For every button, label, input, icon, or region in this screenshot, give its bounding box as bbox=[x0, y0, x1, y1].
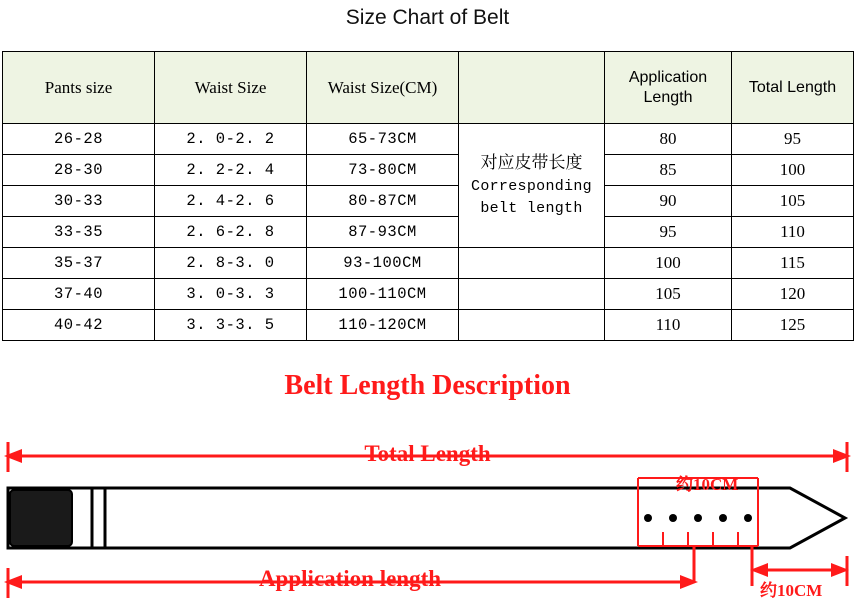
column-header-waist-size: Waist Size bbox=[155, 52, 307, 124]
cell-pants-size: 28-30 bbox=[3, 155, 155, 186]
cell-waist-size-cm: 80-87CM bbox=[307, 186, 459, 217]
table-header-row bbox=[3, 52, 854, 124]
header-app-line2: Length bbox=[643, 88, 693, 106]
belt-keeper-loop bbox=[92, 488, 105, 548]
cell-waist-size-cm: 110-120CM bbox=[307, 310, 459, 341]
buckle-icon bbox=[10, 490, 72, 546]
cell-application-length: 95 bbox=[605, 217, 732, 248]
cell-application-length: 110 bbox=[605, 310, 732, 341]
tip-region-label: 约10CM bbox=[760, 581, 823, 600]
cell-pants-size: 37-40 bbox=[3, 279, 155, 310]
cell-pants-size: 30-33 bbox=[3, 186, 155, 217]
cell-waist-size: 2. 6-2. 8 bbox=[155, 217, 307, 248]
holes-region-label: 约10CM bbox=[676, 475, 739, 494]
table-row bbox=[3, 248, 854, 279]
total-length-label: Total Length bbox=[364, 441, 491, 466]
cell-application-length: 80 bbox=[605, 124, 732, 155]
cell-blank bbox=[459, 248, 605, 279]
cell-waist-size: 2. 8-3. 0 bbox=[155, 248, 307, 279]
table-row bbox=[3, 186, 854, 217]
cell-pants-size: 40-42 bbox=[3, 310, 155, 341]
cell-pants-size: 26-28 bbox=[3, 124, 155, 155]
cell-blank bbox=[459, 310, 605, 341]
cell-pants-size: 35-37 bbox=[3, 248, 155, 279]
cell-waist-size: 2. 0-2. 2 bbox=[155, 124, 307, 155]
cell-application-length: 90 bbox=[605, 186, 732, 217]
belt-length-description-heading: Belt Length Description bbox=[284, 370, 571, 401]
cell-application-length: 105 bbox=[605, 279, 732, 310]
cell-pants-size: 33-35 bbox=[3, 217, 155, 248]
cell-blank bbox=[459, 279, 605, 310]
corresponding-label-en-line1: Corresponding bbox=[471, 177, 592, 195]
belt-strap bbox=[8, 488, 845, 548]
table-row bbox=[3, 279, 854, 310]
cell-total-length: 100 bbox=[732, 155, 854, 186]
cell-total-length: 105 bbox=[732, 186, 854, 217]
header-app-line1: Application bbox=[628, 68, 708, 86]
application-length-label: Application length bbox=[258, 566, 442, 591]
column-header-total-length: Total Length bbox=[732, 52, 854, 124]
column-header-blank bbox=[459, 52, 605, 124]
cell-waist-size: 3. 0-3. 3 bbox=[155, 279, 307, 310]
column-header-application-length bbox=[605, 52, 732, 124]
cell-corresponding-belt-length bbox=[459, 124, 605, 248]
cell-waist-size-cm: 65-73CM bbox=[307, 124, 459, 155]
table-row bbox=[3, 124, 854, 155]
page-title: Size Chart of Belt bbox=[345, 6, 510, 29]
corresponding-label-cn: 对应皮带长度 bbox=[480, 153, 583, 173]
cell-total-length: 125 bbox=[732, 310, 854, 341]
cell-total-length: 115 bbox=[732, 248, 854, 279]
cell-waist-size: 2. 4-2. 6 bbox=[155, 186, 307, 217]
table-body bbox=[3, 124, 854, 341]
cell-total-length: 110 bbox=[732, 217, 854, 248]
table-row bbox=[3, 217, 854, 248]
table-row bbox=[3, 155, 854, 186]
table-header bbox=[3, 52, 854, 124]
cell-waist-size-cm: 73-80CM bbox=[307, 155, 459, 186]
cell-total-length: 120 bbox=[732, 279, 854, 310]
cell-waist-size: 2. 2-2. 4 bbox=[155, 155, 307, 186]
table-row bbox=[3, 310, 854, 341]
column-header-pants-size: Pants size bbox=[3, 52, 155, 124]
cell-waist-size: 3. 3-3. 5 bbox=[155, 310, 307, 341]
cell-waist-size-cm: 100-110CM bbox=[307, 279, 459, 310]
cell-waist-size-cm: 87-93CM bbox=[307, 217, 459, 248]
size-chart-table bbox=[2, 51, 854, 341]
cell-total-length: 95 bbox=[732, 124, 854, 155]
cell-application-length: 85 bbox=[605, 155, 732, 186]
cell-application-length: 100 bbox=[605, 248, 732, 279]
cell-waist-size-cm: 93-100CM bbox=[307, 248, 459, 279]
column-header-waist-size-cm: Waist Size(CM) bbox=[307, 52, 459, 124]
corresponding-label-en-line2: belt length bbox=[480, 200, 583, 218]
